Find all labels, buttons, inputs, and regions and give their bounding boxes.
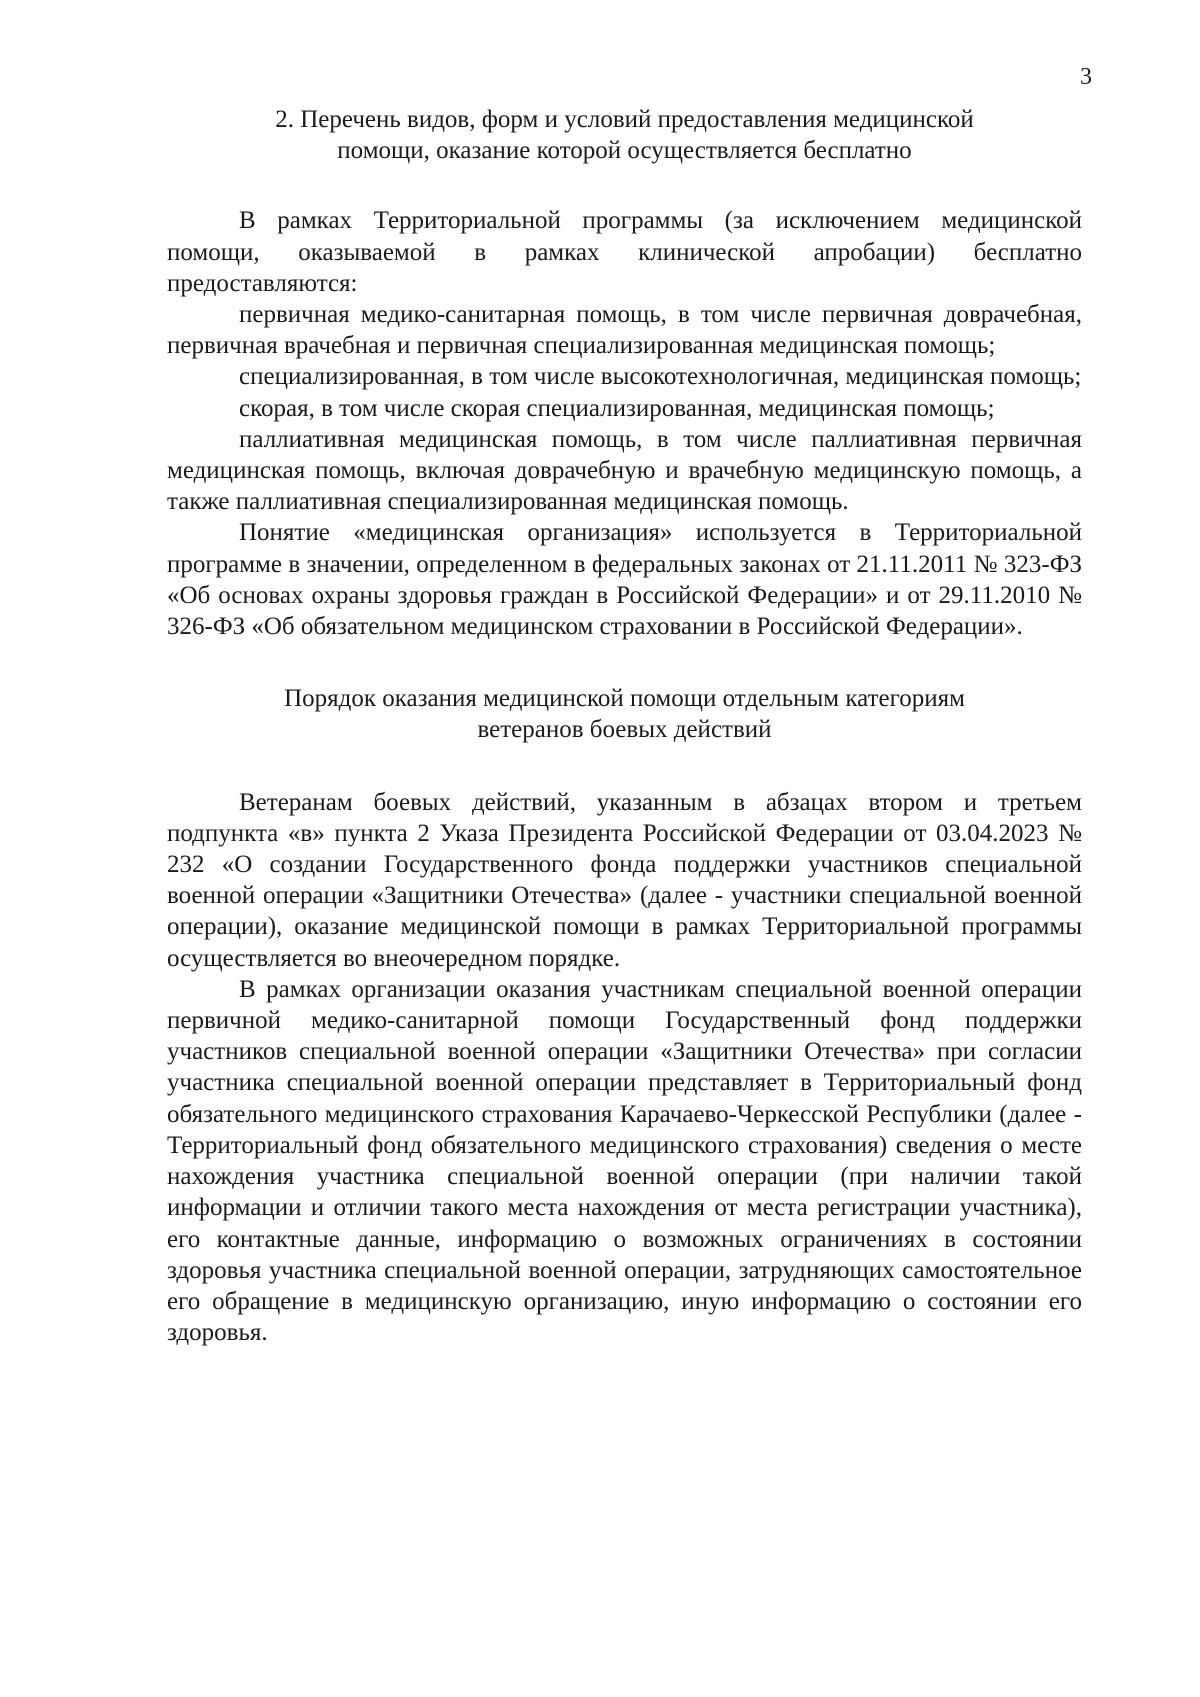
- paragraph-emergency-care: скорая, в том числе скорая специализированная, медицинская помощь;: [239, 394, 995, 422]
- subsection-heading: [167, 683, 1082, 745]
- paragraph-specialized-care: специализированная, в том числе высокотехнологичная, медицинская помощь;: [239, 363, 1082, 391]
- page-number: 3: [1080, 64, 1092, 90]
- section-heading-line-1: 2. Перечень видов, форм и условий предоставления медицинской: [275, 106, 974, 133]
- section-heading: [167, 104, 1082, 166]
- document-body: [167, 104, 1082, 1348]
- paragraph-scope: В рамках Территориальной программы (за исключением медицинской помощи, оказываемой в рамках клинической апробации) бесплатно предоставляются:: [167, 207, 1082, 297]
- subsection-heading-line-2: ветеранов боевых действий: [477, 716, 772, 744]
- paragraph-palliative-care: паллиативная медицинская помощь, в том числе паллиативная первичная медицинская помощь, включая доврачебную и врачебную медицинскую помощь, а также паллиативная специализированная медицинская помощь.: [167, 425, 1082, 516]
- paragraph-veterans-priority: Ветеранам боевых действий, указанным в абзацах втором и третьем подпункта «в» пункта 2 Указа Президента Российской Федерации от 03.04.2023 № 232 «О создании Государственного фонда поддержки участников специальной военной операции «Защитники Отечества» (далее - участники специальной военной операции), оказание медицинской помощи в рамках Территориальной программы осуществляется во внеочередном порядке.: [167, 788, 1082, 972]
- paragraph-primary-care: первичная медико-санитарная помощь, в том числе первичная доврачебная, первичная врачебная и первичная специализированная медицинская помощь;: [167, 301, 1082, 360]
- subsection-heading-line-1: Порядок оказания медицинской помощи отдельным категориям: [284, 685, 965, 713]
- paragraph-medical-organization-definition: Понятие «медицинская организация» используется в Территориальной программе в значении, определенном в федеральных законах от 21.11.2011 № 323-ФЗ «Об основах охраны здоровья граждан в Российской Федерации» и от 29.11.2010 № 326-ФЗ «Об обязательном медицинском страховании в Российской Федерации».: [167, 519, 1082, 641]
- section-heading-line-2: помощи, оказание которой осуществляется бесплатно: [337, 137, 912, 165]
- paragraph-fund-data-sharing: В рамках организации оказания участникам специальной военной операции первичной медико-санитарной помощи Государственный фонд поддержки участников специальной военной операции «Защитники Отечества» при согласии участника специальной военной операции представляет в Территориальный фонд обязательного медицинского страхования Карачаево-Черкесской Республики (далее - Территориальный фонд обязательного медицинского страхования) сведения о месте нахождения участника специальной военной операции (при наличии такой информации и отличии такого места нахождения от места регистрации участника), его контактные данные, информацию о возможных ограничениях в состоянии здоровья участника специальной военной операции, затрудняющих самостоятельное его обращение в медицинскую организацию, иную информацию о состоянии его здоровья.: [167, 975, 1082, 1347]
